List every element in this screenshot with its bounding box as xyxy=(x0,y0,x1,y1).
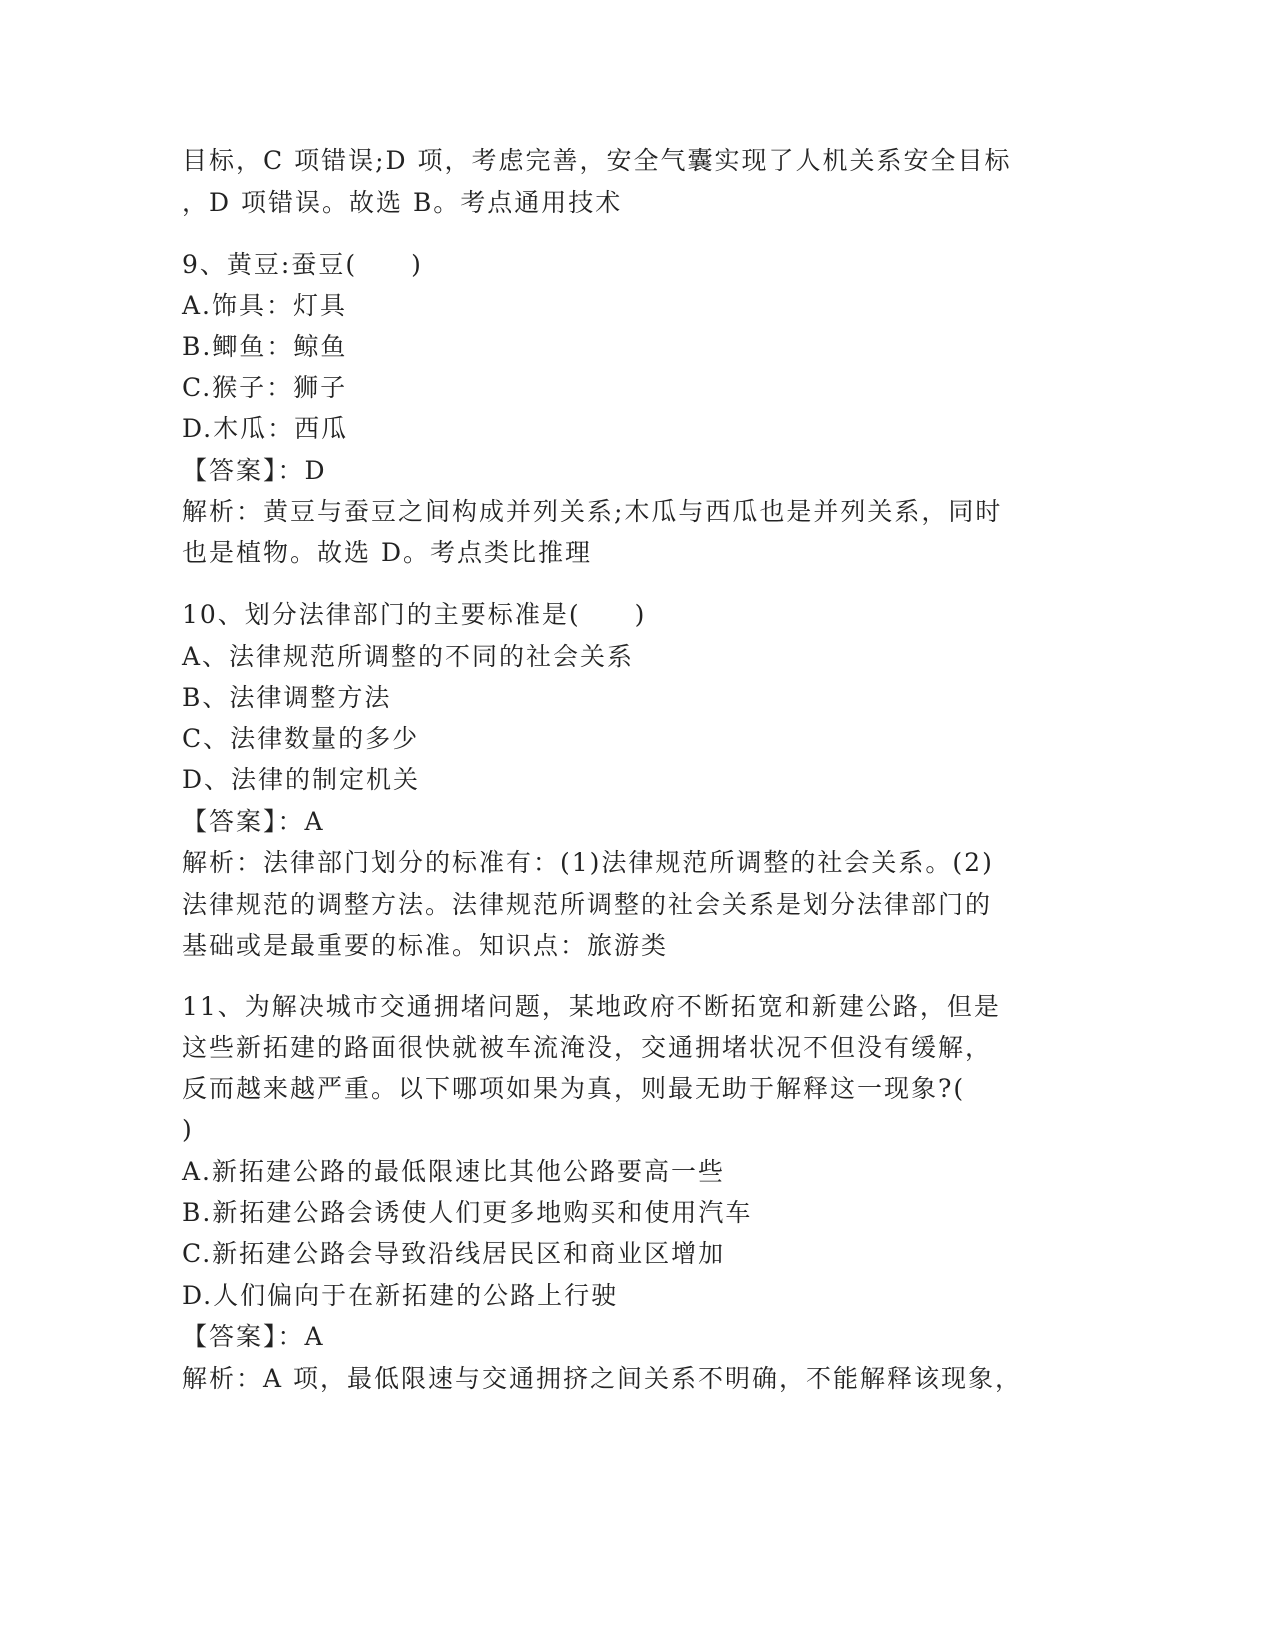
question-10-stem: 10、划分法律部门的主要标准是( ) xyxy=(182,600,647,629)
question-10-option-a: A、法律规范所调整的不同的社会关系 xyxy=(182,642,635,671)
question-11-stem-line-3: 反而越来越严重。以下哪项如果为真，则最无助于解释这一现象?( xyxy=(182,1074,966,1103)
question-9-stem: 9、黄豆:蚕豆( ) xyxy=(182,250,423,279)
question-10-option-b: B、法律调整方法 xyxy=(182,683,392,712)
question-10-analysis-line-1: 解析：法律部门划分的标准有：(1)法律规范所调整的社会关系。(2) xyxy=(182,848,994,877)
question-11-stem-line-2: 这些新拓建的路面很快就被车流淹没，交通拥堵状况不但没有缓解， xyxy=(182,1033,993,1062)
question-9-option-a: A.饰具：灯具 xyxy=(182,291,348,320)
question-11-stem-line-4: ) xyxy=(182,1115,194,1144)
question-9-option-b: B.鲫鱼：鲸鱼 xyxy=(182,332,348,361)
question-10-analysis-line-3: 基础或是最重要的标准。知识点：旅游类 xyxy=(182,931,669,960)
prev-explanation-line-2: ，D 项错误。故选 B。考点通用技术 xyxy=(182,188,623,217)
question-9-analysis-line-2: 也是植物。故选 D。考点类比推理 xyxy=(182,538,592,567)
question-11-answer: 【答案】：A xyxy=(182,1322,325,1351)
question-11-analysis-line-1: 解析：A 项，最低限速与交通拥挤之间关系不明确，不能解释该现象， xyxy=(182,1364,1023,1393)
question-9-option-d: D.木瓜：西瓜 xyxy=(182,414,349,443)
question-11-option-b: B.新拓建公路会诱使人们更多地购买和使用汽车 xyxy=(182,1198,753,1227)
question-9-answer: 【答案】：D xyxy=(182,456,327,485)
question-10-analysis-line-2: 法律规范的调整方法。法律规范所调整的社会关系是划分法律部门的 xyxy=(182,890,993,919)
question-11-option-d: D.人们偏向于在新拓建的公路上行驶 xyxy=(182,1281,619,1310)
question-10-option-d: D、法律的制定机关 xyxy=(182,765,421,794)
question-9-option-c: C.猴子：狮子 xyxy=(182,373,348,402)
question-9-analysis-line-1: 解析：黄豆与蚕豆之间构成并列关系;木瓜与西瓜也是并列关系，同时 xyxy=(182,497,1003,526)
prev-explanation-line-1: 目标，C 项错误;D 项，考虑完善，安全气囊实现了人机关系安全目标 xyxy=(182,146,1012,175)
question-10-option-c: C、法律数量的多少 xyxy=(182,724,420,753)
question-11-option-c: C.新拓建公路会导致沿线居民区和商业区增加 xyxy=(182,1239,726,1268)
question-10-answer: 【答案】：A xyxy=(182,807,325,836)
question-11-option-a: A.新拓建公路的最低限速比其他公路要高一些 xyxy=(182,1157,726,1186)
question-11-stem-line-1: 11、为解决城市交通拥堵问题，某地政府不断拓宽和新建公路，但是 xyxy=(182,992,1001,1021)
